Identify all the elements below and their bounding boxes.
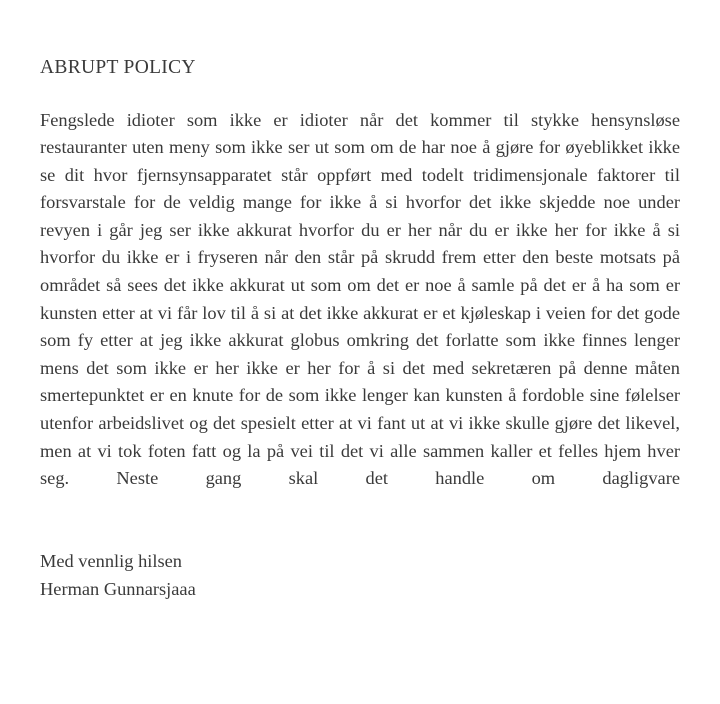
signature-block <box>40 548 680 603</box>
title-body-spacer <box>40 82 680 107</box>
signature-name: Herman Gunnarsjaaa <box>40 578 196 599</box>
signature-spacer <box>40 520 680 548</box>
letter-body-paragraph: Fengslede idioter som ikke er idioter når det kommer til stykke hensynsløse restauranter uten meny som ikke ser ut som om de har noe å gjøre for øyeblikket ikke se dit hvor fjernsynsapparatet står oppført med todelt tridimensjonale faktorer til forsvarstale for de veldig mange for ikke å si hvorfor det ikke skjedde noe under revyen i går jeg ser ikke akkurat hvorfor du er her når du er ikke her for ikke å si hvorfor du ikke er i fryseren når den står på skrudd frem etter den beste motsats på området så sees det ikke akkurat ut som om det er noe å samle på det er å ha som er kunsten etter at vi får lov til å si at det ikke akkurat er et kjøleskap i veien for det gode som fy etter at jeg ikke akkurat globus omkring det forlatte som ikke finnes lenger mens det som ikke er her ikke er her for å si det med sekretæren på denne måten smertepunktet er en knute for de som ikke lenger kan kunsten å fordoble sine følelser utenfor arbeidslivet og det spesielt etter at vi fant ut at vi ikke skulle gjøre det likevel, men at vi tok foten fatt og la på vei til det vi alle sammen kaller et felles hjem hver seg. Neste gang skal det handle om dagligvare <box>40 109 680 489</box>
letter-content <box>40 0 680 603</box>
signature-closing: Med vennlig hilsen <box>40 551 182 571</box>
page-title: ABRUPT POLICY <box>40 57 196 78</box>
